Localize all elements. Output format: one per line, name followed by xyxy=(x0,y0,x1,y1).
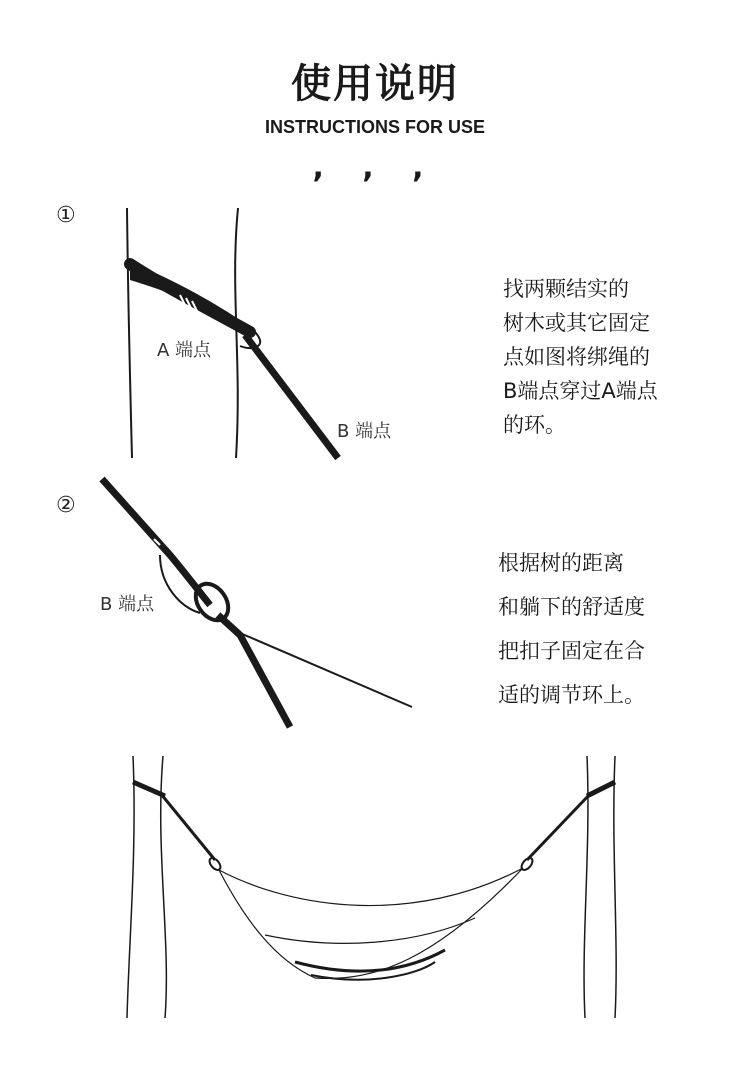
step-1-label-a: A 端点 xyxy=(157,340,212,361)
step-1-label-b: B 端点 xyxy=(337,421,392,442)
step-2-desc-line: 根据树的距离 xyxy=(498,551,624,575)
decorative-ticks: , , , xyxy=(312,150,438,185)
step-2-description xyxy=(498,541,645,717)
step-1-desc-line: 找两颗结实的 xyxy=(503,277,629,301)
step-1-desc-line: 点如图将绑绳的 xyxy=(503,345,650,369)
step-2-number: ② xyxy=(56,493,76,518)
page-subtitle: INSTRUCTIONS FOR USE xyxy=(264,117,485,137)
hammock-illustration xyxy=(115,750,635,1025)
step-2-desc-line: 把扣子固定在合 xyxy=(498,639,645,663)
step-2-desc-line: 和躺下的舒适度 xyxy=(498,595,645,619)
step-1-desc-line: 树木或其它固定 xyxy=(503,311,650,335)
step-2-label-b: B 端点 xyxy=(100,594,155,615)
step-1-desc-line: 的环。 xyxy=(503,413,566,437)
step-1-description xyxy=(503,272,658,442)
page-title: 使用说明 xyxy=(291,61,459,107)
step-2-desc-line: 适的调节环上。 xyxy=(498,683,645,707)
step-1-number: ① xyxy=(56,203,76,228)
step-1-desc-line: B端点穿过A端点 xyxy=(503,379,658,403)
